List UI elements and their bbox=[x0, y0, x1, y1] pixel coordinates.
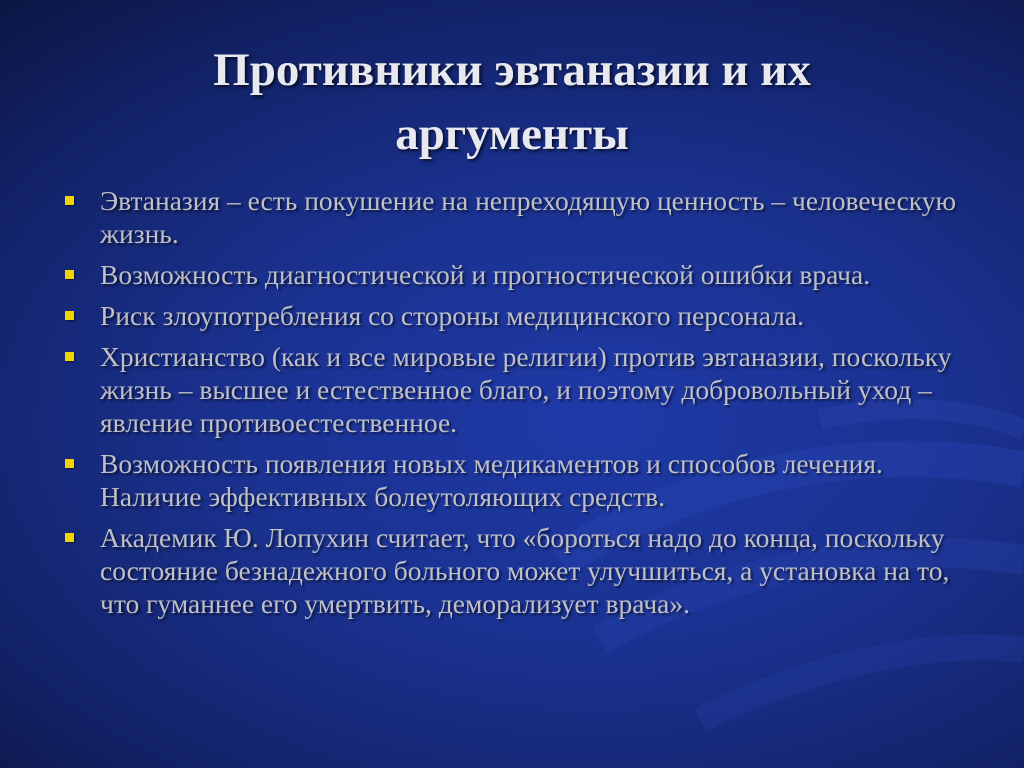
bullet-item bbox=[62, 184, 962, 250]
bullet-text: Возможность диагностической и прогностической ошибки врача. bbox=[100, 259, 871, 290]
bullet-text: Христианство (как и все мировые религии) против эвтаназии, поскольку жизнь – высшее и естественное благо, и поэтому добровольный уход – явление противоестественное. bbox=[100, 341, 952, 438]
bullet-text: Риск злоупотребления со стороны медицинского персонала. bbox=[100, 300, 804, 331]
yellow-square-bullet-icon bbox=[65, 196, 74, 205]
bullet-text: Возможность появления новых медикаментов и способов лечения. Наличие эффективных болеутоляющих средств. bbox=[100, 448, 883, 512]
yellow-square-bullet-icon bbox=[65, 533, 74, 542]
bullet-item bbox=[62, 521, 962, 620]
bullet-item bbox=[62, 258, 962, 291]
bullet-text: Академик Ю. Лопухин считает, что «бороться надо до конца, поскольку состояние безнадежного больного может улучшиться, а установка на то, что гуманнее его умертвить, деморализует врача». bbox=[100, 522, 950, 619]
bullet-list bbox=[62, 184, 962, 628]
yellow-square-bullet-icon bbox=[65, 311, 74, 320]
bullet-item bbox=[62, 447, 962, 513]
slide-title bbox=[0, 38, 1024, 166]
slide-title-line-1: Противники эвтаназии и их bbox=[213, 44, 811, 96]
slide-title-line-2: аргументы bbox=[395, 108, 629, 160]
yellow-square-bullet-icon bbox=[65, 352, 74, 361]
bullet-item bbox=[62, 340, 962, 439]
yellow-square-bullet-icon bbox=[65, 459, 74, 468]
bullet-text: Эвтаназия – есть покушение на непреходящую ценность – человеческую жизнь. bbox=[100, 185, 957, 249]
bullet-item bbox=[62, 299, 962, 332]
yellow-square-bullet-icon bbox=[65, 270, 74, 279]
